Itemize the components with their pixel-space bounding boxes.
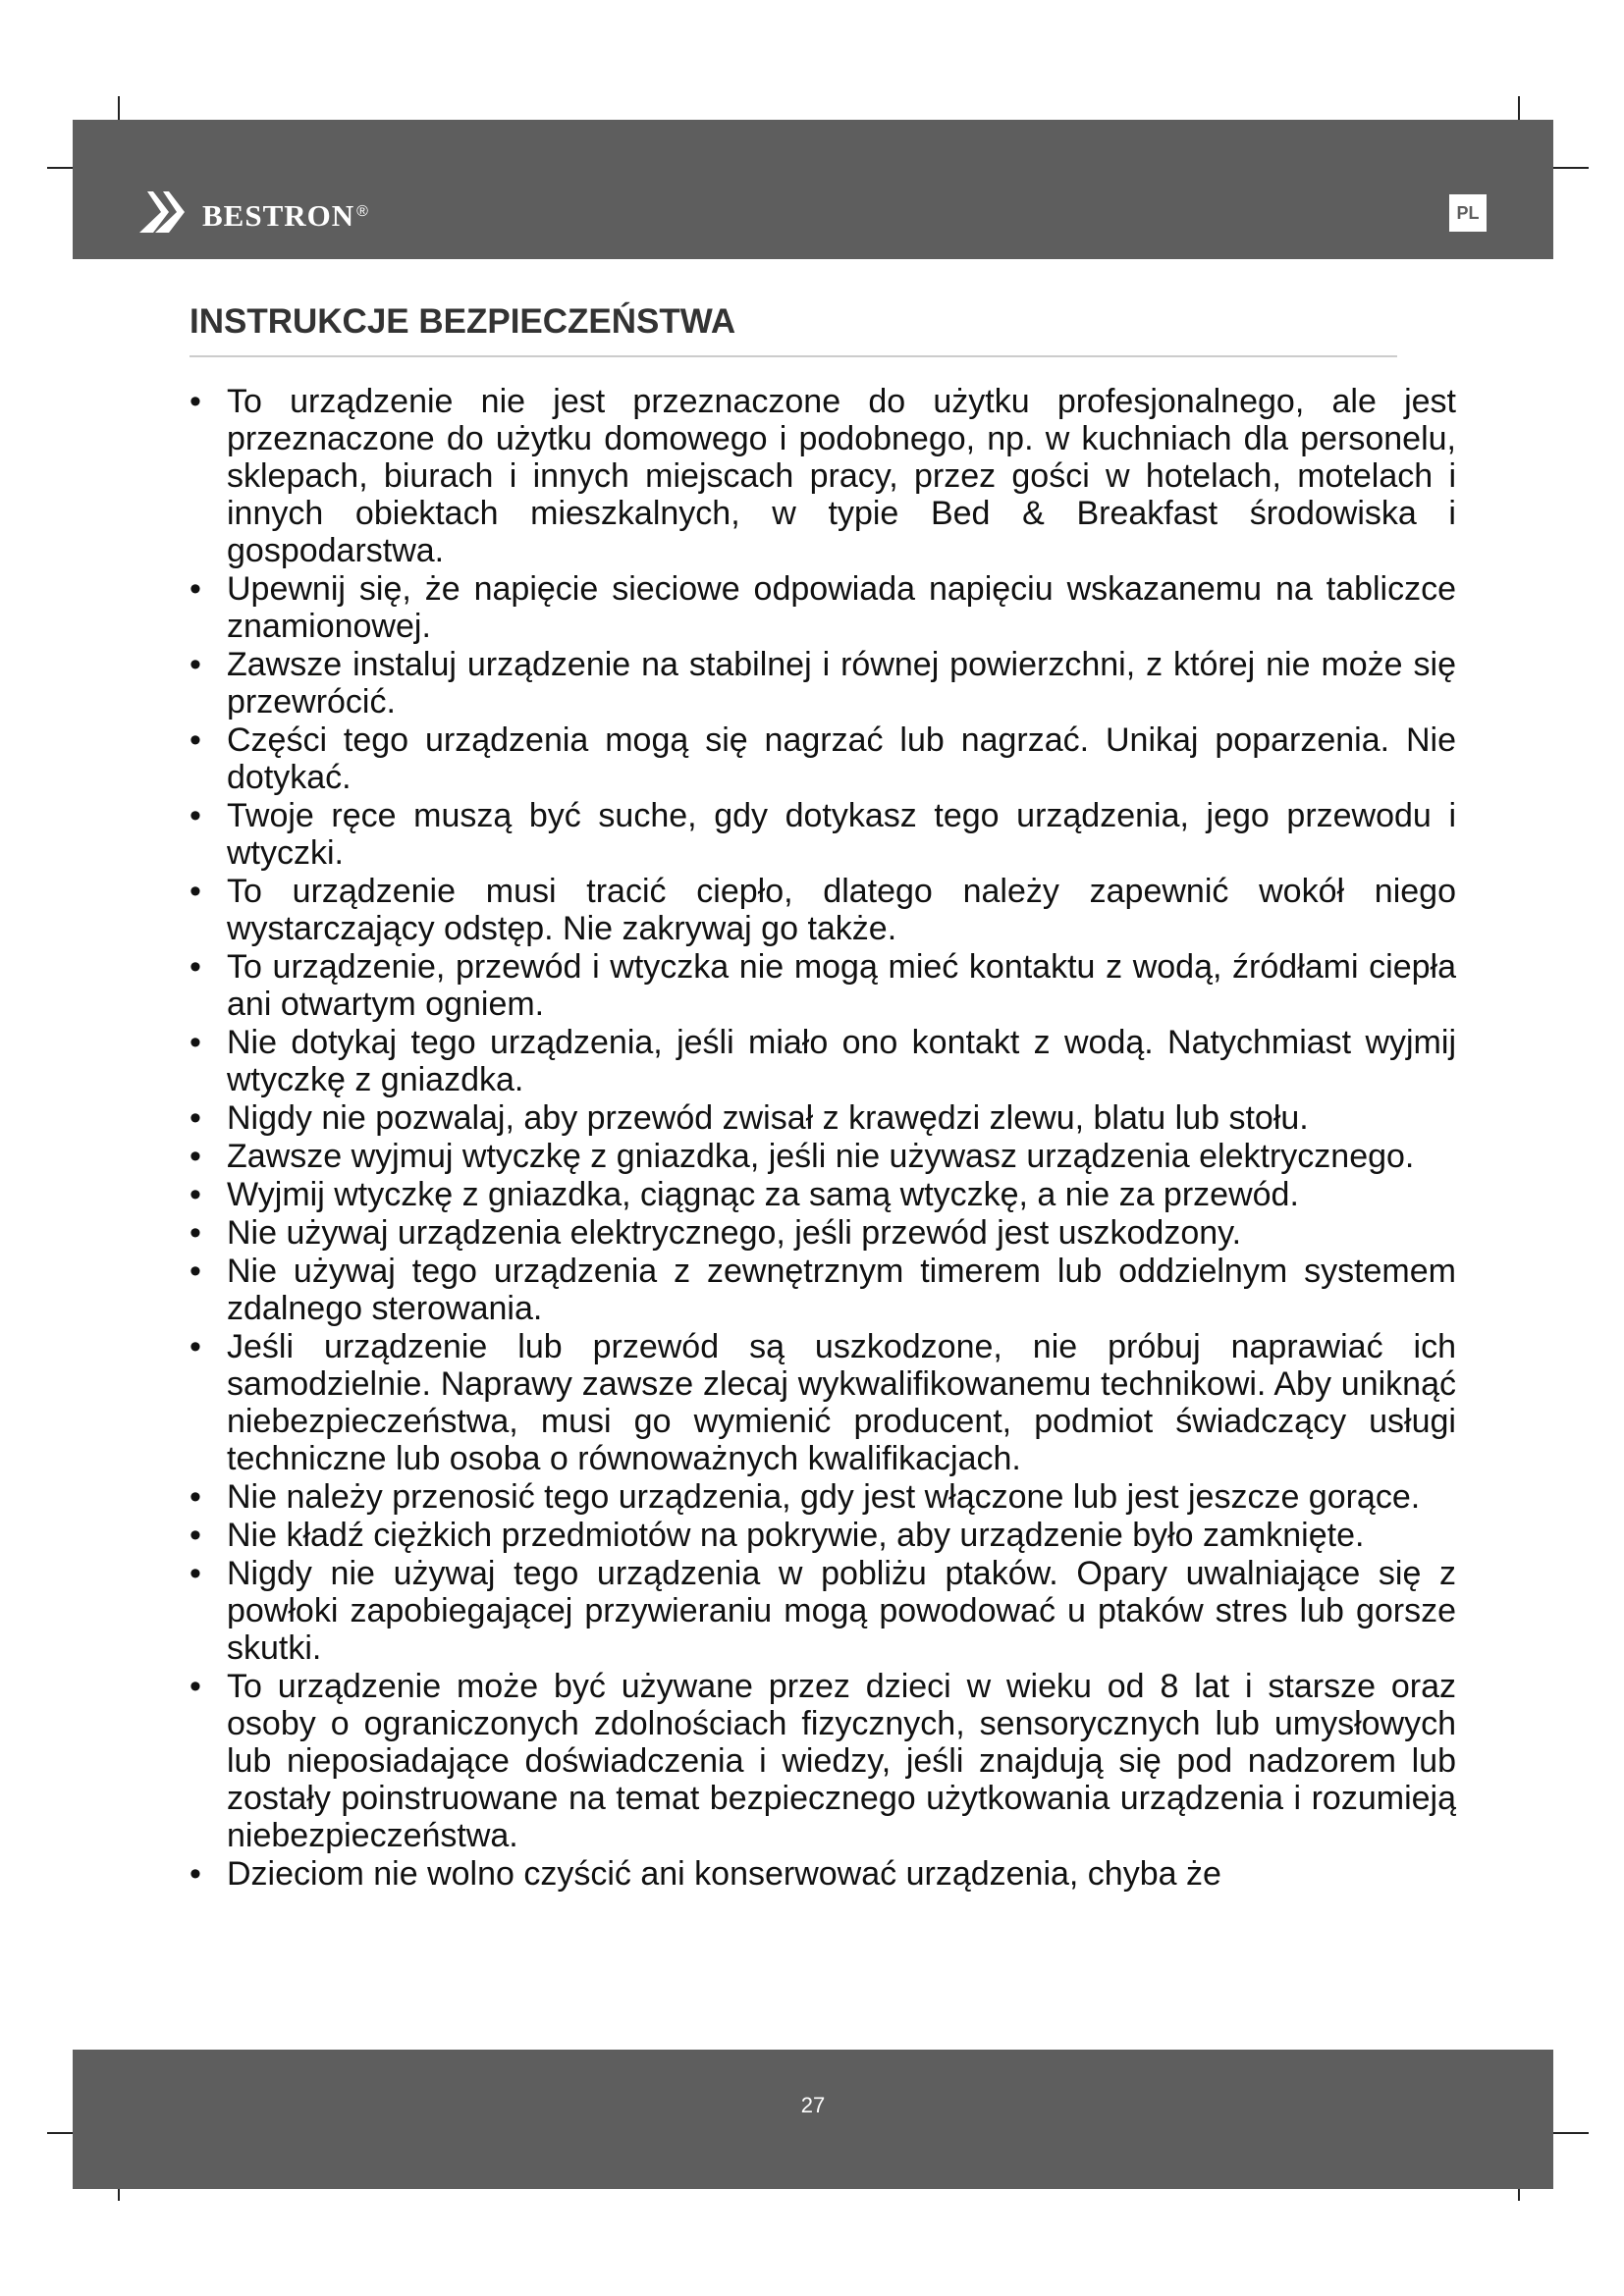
- list-item: • Wyjmij wtyczkę z gniazdka, ciągnąc za samą wtyczkę, a nie za przewód.: [189, 1176, 1456, 1213]
- list-item: • To urządzenie może być używane przez dzieci w wieku od 8 lat i starsze oraz osoby o ograniczonych zdolnościach fizycznych, sensorycznych lub umysłowych lub nieposiadające doświadczenia i wiedzy, jeśli znajdują się pod nadzorem lub zostały poinstruowane na temat bezpiecznego użytkowania urządzenia i rozumieją niebezpieczeństwa.: [189, 1668, 1456, 1854]
- safety-list: [189, 383, 1456, 1893]
- list-item: • Twoje ręce muszą być suche, gdy dotykasz tego urządzenia, jego przewodu i wtyczki.: [189, 797, 1456, 872]
- header-bar: [73, 120, 1553, 259]
- list-item: • Upewnij się, że napięcie sieciowe odpowiada napięciu wskazanemu na tabliczce znamionowej.: [189, 570, 1456, 645]
- list-item: • Nigdy nie pozwalaj, aby przewód zwisał z krawędzi zlewu, blatu lub stołu.: [189, 1099, 1456, 1137]
- brand-chevrons-icon: [139, 191, 190, 233]
- brand-logo: [139, 187, 368, 238]
- list-item: • Części tego urządzenia mogą się nagrzać lub nagrzać. Unikaj poparzenia. Nie dotykać.: [189, 721, 1456, 796]
- list-item: • Nie kładź ciężkich przedmiotów na pokrywie, aby urządzenie było zamknięte.: [189, 1517, 1456, 1554]
- list-item: • To urządzenie, przewód i wtyczka nie mogą mieć kontaktu z wodą, źródłami ciepła ani otwartym ogniem.: [189, 948, 1456, 1023]
- safety-instructions: [189, 294, 1456, 1894]
- list-item: • Nie dotykaj tego urządzenia, jeśli miało ono kontakt z wodą. Natychmiast wyjmij wtyczkę z gniazdka.: [189, 1024, 1456, 1098]
- list-item: • Nigdy nie używaj tego urządzenia w pobliżu ptaków. Opary uwalniające się z powłoki zapobiegającej przywieraniu mogą powodować u ptaków stres lub gorsze skutki.: [189, 1555, 1456, 1667]
- brand-name: bestron: [202, 187, 355, 236]
- list-item: • Dzieciom nie wolno czyścić ani konserwować urządzenia, chyba że: [189, 1855, 1456, 1893]
- language-badge: PL: [1449, 194, 1487, 232]
- page-number: 27: [800, 2093, 826, 2117]
- list-item: • To urządzenie musi tracić ciepło, dlatego należy zapewnić wokół niego wystarczający odstęp. Nie zakrywaj go także.: [189, 873, 1456, 947]
- list-item: • Zawsze instaluj urządzenie na stabilnej i równej powierzchni, z której nie może się przewrócić.: [189, 646, 1456, 721]
- list-item: • Nie używaj urządzenia elektrycznego, jeśli przewód jest uszkodzony.: [189, 1214, 1456, 1252]
- footer-bar: [73, 2050, 1553, 2189]
- list-item: • Zawsze wyjmuj wtyczkę z gniazdka, jeśli nie używasz urządzenia elektrycznego.: [189, 1138, 1456, 1175]
- list-item: • To urządzenie nie jest przeznaczone do użytku profesjonalnego, ale jest przeznaczone do użytku domowego i podobnego, np. w kuchniach dla personelu, sklepach, biurach i innych miejscach pracy, przez gości w hotelach, motelach i innych obiektach mieszkalnych, w typie Bed & Breakfast środowiska i gospodarstwa.: [189, 383, 1456, 569]
- list-item: • Nie używaj tego urządzenia z zewnętrznym timerem lub oddzielnym systemem zdalnego sterowania.: [189, 1253, 1456, 1327]
- registered-mark: ®: [356, 203, 368, 220]
- list-item: • Jeśli urządzenie lub przewód są uszkodzone, nie próbuj naprawiać ich samodzielnie. Naprawy zawsze zlecaj wykwalifikowanemu technikowi. Aby uniknąć niebezpieczeństwa, musi go wymienić producent, podmiot świadczący usługi techniczne lub osoba o równoważnych kwalifikacjach.: [189, 1328, 1456, 1477]
- page-title: INSTRUKCJE BEZPIECZEŃSTWA: [189, 302, 1397, 357]
- list-item: • Nie należy przenosić tego urządzenia, gdy jest włączone lub jest jeszcze gorące.: [189, 1478, 1456, 1516]
